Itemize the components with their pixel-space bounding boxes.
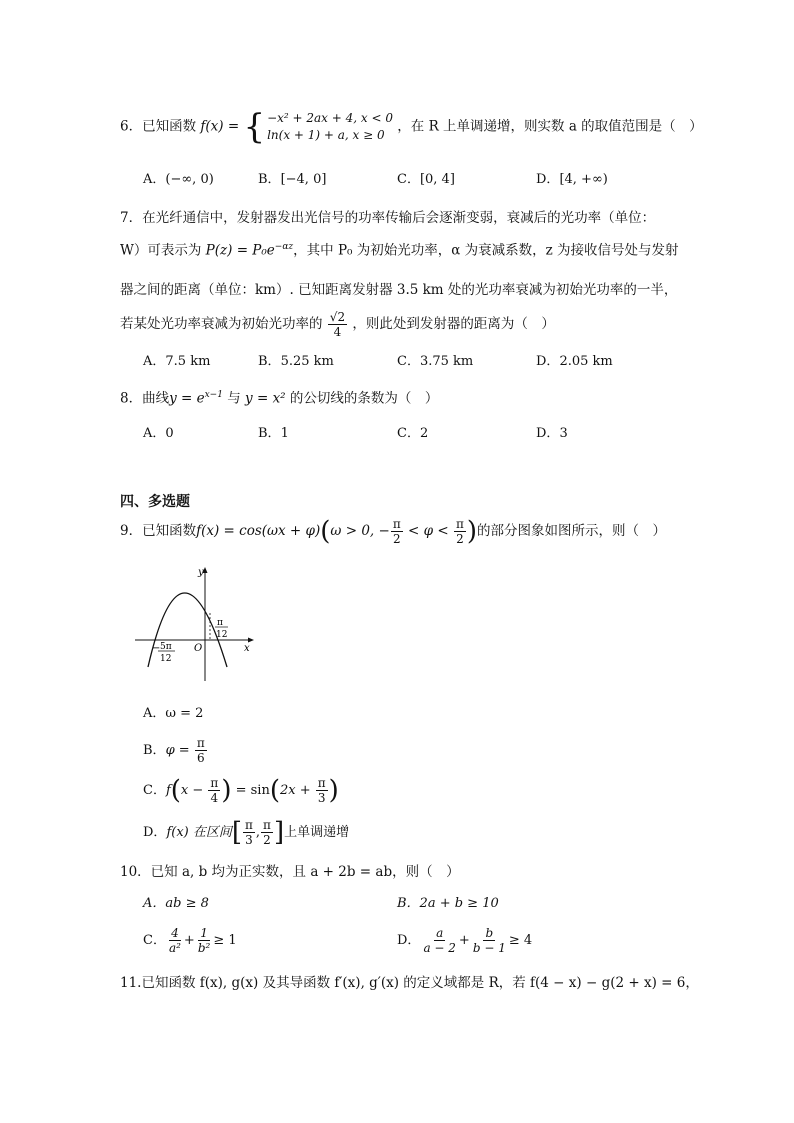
q7-line-3: 器之间的距离（单位：km）. 已知距离发射器 3.5 km 处的光功率衰减为初始光功率的一半， bbox=[120, 282, 678, 298]
question-10: 10．已知 a, b 均为正实数，且 a + 2b = ab，则（ ） bbox=[120, 864, 460, 880]
q9-option-c: C．f(x − $\frac{\pi}{4}$ ) = sin(2x + $\frac{\pi}{3}$ ) bbox=[143, 775, 339, 806]
q6-option-d: D．[4, +∞) bbox=[536, 172, 608, 187]
q7-option-b: B．5.25 km bbox=[258, 354, 334, 369]
q9-option-b: B．φ = $\frac{\pi}{6}$ bbox=[143, 736, 205, 765]
q10-option-b: B．2a + b ≥ 10 bbox=[397, 896, 499, 911]
q8-option-d: D．3 bbox=[536, 426, 568, 441]
q6-fx: f(x) = bbox=[200, 118, 240, 135]
q8-option-c: C．2 bbox=[397, 426, 429, 441]
q6-prefix: 6．已知函数 bbox=[120, 118, 197, 135]
q7-formula: P(z) = P₀e bbox=[205, 242, 275, 259]
q7-option-c: C．3.75 km bbox=[397, 354, 474, 369]
tick-left-den: 12 bbox=[160, 654, 172, 664]
q8-option-b: B．1 bbox=[258, 426, 289, 441]
q7-line-2: W）可表示为 $P(z) = P_0e^{-\alpha z}$，其中 P₀ 为初始光功率，α 为衰减系数，z 为接收信号处与发射 bbox=[120, 242, 679, 259]
brace-icon: { bbox=[243, 107, 266, 147]
q6-piecewise bbox=[243, 107, 393, 147]
x-label: x bbox=[244, 643, 250, 654]
q6-case-1: −x² + 2ax + 4, x < 0 bbox=[267, 111, 393, 125]
q7-line-4: 若某处光功率衰减为初始光功率的 $\frac{√2}{4}$ ，则此处到发射器的距离为（ ） bbox=[120, 310, 555, 339]
q9-graph bbox=[130, 563, 260, 685]
tick-right-den: 12 bbox=[216, 630, 228, 640]
q6-case-2: ln(x + 1) + a, x ≥ 0 bbox=[267, 128, 385, 142]
x-axis-arrow-icon bbox=[248, 638, 254, 643]
q9-option-d: D．f(x) 在区间[ $\frac{\pi}{3}$ , $\frac{\pi}{2}$ ]上单调递增 bbox=[143, 817, 350, 848]
tick-right-num: π bbox=[217, 618, 223, 628]
q6-option-a: A．(−∞, 0) bbox=[143, 172, 214, 187]
q10-option-a: A．ab ≥ 8 bbox=[143, 896, 209, 911]
q7-option-d: D．2.05 km bbox=[536, 354, 613, 369]
question-11: 11.已知函数 f(x), g(x) 及其导函数 f′(x), g′(x) 的定义域都是 R，若 f(4 − x) − g(2 + x) = 6， bbox=[120, 975, 699, 991]
question-6 bbox=[120, 107, 703, 147]
q8-option-a: A．0 bbox=[143, 426, 174, 441]
origin-label: O bbox=[194, 643, 203, 654]
q7-line-1: 7．在光纤通信中，发射器发出光信号的功率传输后会逐渐变弱，衰减后的光功率（单位： bbox=[120, 210, 656, 226]
q10-option-c: C． $\frac{4}{\text{a²}}$ + $\frac{1}{\text{b²}}$ ≥ 1 bbox=[143, 926, 237, 955]
q6-option-c: C．[0, 4] bbox=[397, 172, 455, 187]
q7-option-a: A．7.5 km bbox=[143, 354, 211, 369]
q6-suffix: ，在 R 上单调递增，则实数 a 的取值范围是（ ） bbox=[397, 118, 703, 135]
tick-left-sign: − bbox=[152, 643, 161, 654]
q10-option-d: D． $\frac{a}{a - 2}$ + $\frac{b}{b - 1}$ ≥ 4 bbox=[397, 926, 533, 955]
y-label: y bbox=[198, 567, 204, 578]
q7-exponent: −αz bbox=[274, 242, 294, 252]
question-8: 8．曲线$y = e^{x-1}$ 与 y = x² 的公切线的条数为（ ） bbox=[120, 390, 439, 407]
q9-option-a: A．ω = 2 bbox=[143, 706, 204, 721]
question-9: 9．已知函数f(x) = cos(ωx + φ)(ω > 0, − $\frac{\pi}{2}$ < φ < $\frac{\pi}{2}$ )的部分图象如图所示，则（ ） bbox=[120, 516, 666, 547]
q7-fraction: $\frac{√2}{4}$ bbox=[329, 310, 346, 339]
tick-left-num: 5π bbox=[160, 642, 172, 652]
section-title: 四、多选题 bbox=[120, 494, 190, 510]
q6-option-b: B．[−4, 0] bbox=[258, 172, 327, 187]
